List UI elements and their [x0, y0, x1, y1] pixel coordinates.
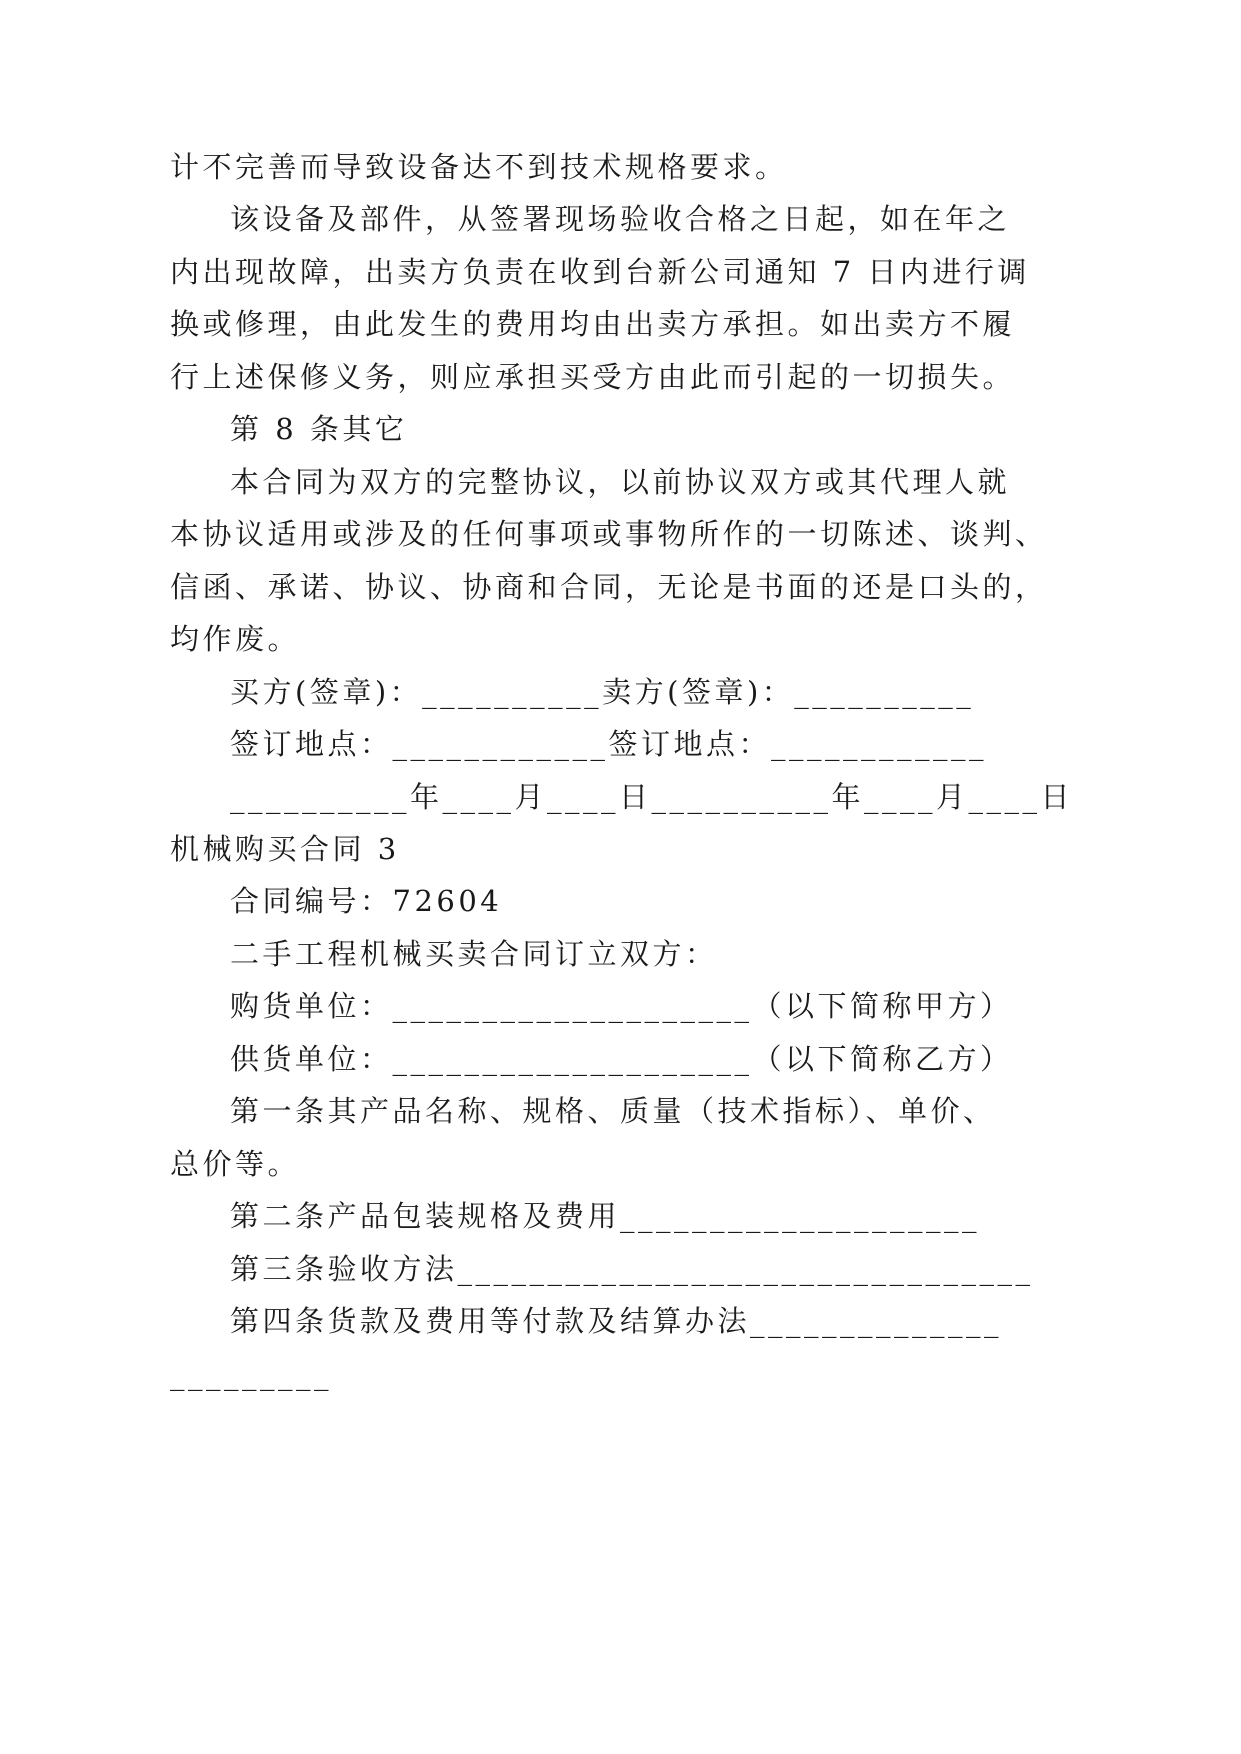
blank-line: _________: [170, 1357, 332, 1391]
clause-heading: 第 8 条其它: [230, 412, 408, 446]
body-line: 本合同为双方的完整协议，以前协议双方或其代理人就: [230, 465, 1011, 499]
section-title: 机械购买合同 3: [170, 832, 400, 866]
supplier-unit-line: 供货单位：____________________（以下简称乙方）: [230, 1042, 1013, 1076]
body-line: 内出现故障，出卖方负责在收到台新公司通知 7 日内进行调: [170, 255, 1030, 289]
signing-place-line: 签订地点：____________签订地点：____________: [230, 727, 988, 761]
body-line: 计不完善而导致设备达不到技术规格要求。: [170, 150, 788, 184]
body-line: 行上述保修义务，则应承担买受方由此而引起的一切损失。: [170, 360, 1016, 394]
body-line: 信函、承诺、协议、协商和合同，无论是书面的还是口头的，: [170, 570, 1048, 604]
clause-line: 第二条产品包装规格及费用____________________: [230, 1199, 981, 1233]
clause-line: 第三条验收方法________________________________: [230, 1252, 1034, 1286]
clause-line: 第一条其产品名称、规格、质量（技术指标）、单价、: [230, 1094, 996, 1128]
body-line: 均作废。: [170, 622, 301, 656]
body-line: 二手工程机械买卖合同订立双方：: [230, 937, 718, 971]
body-line: 总价等。: [170, 1147, 301, 1181]
body-line: 换或修理，由此发生的费用均由出卖方承担。如出卖方不履: [170, 307, 1016, 341]
buyer-unit-line: 购货单位：____________________（以下简称甲方）: [230, 989, 1013, 1023]
body-line: 本协议适用或涉及的任何事项或事物所作的一切陈述、谈判、: [170, 517, 1048, 551]
contract-number: 合同编号：72604: [230, 884, 503, 918]
body-line: 该设备及部件，从签署现场验收合格之日起，如在年之: [230, 202, 1011, 236]
clause-line: 第四条货款及费用等付款及结算办法______________: [230, 1304, 1003, 1338]
date-line: __________年____月____日__________年____月____日: [230, 780, 1074, 814]
signature-line: 买方(签章)：__________卖方(签章)：__________: [230, 675, 975, 709]
